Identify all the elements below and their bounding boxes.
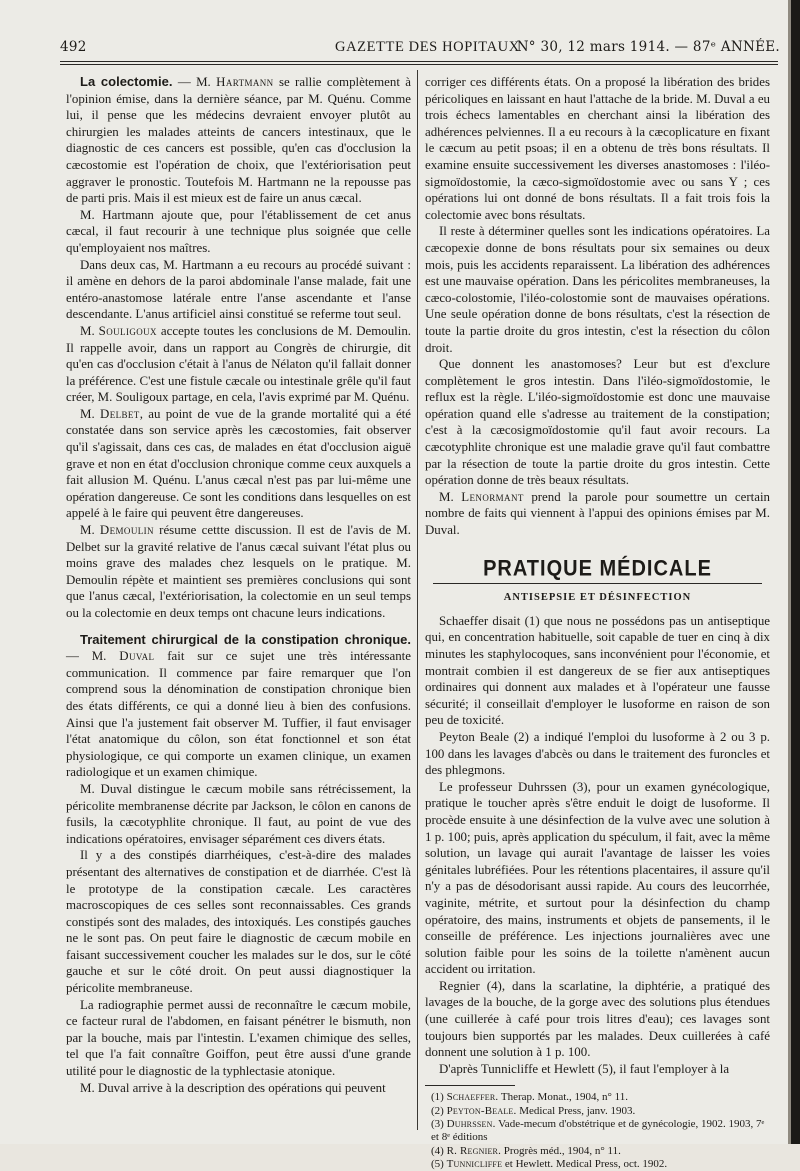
colectomie-paragraph-1: La colectomie. — M. Hartmann se rallie complètement à l'opinion émise, dans la dernière séance, par M. Quénu. Comme lui, il pense que les médecins devraient envoyer plutôt au chirurgien les malades atteints de cancers intestinaux, que le diagnostic de ces cancers est possible, qu'en cas d'occlusion la cæcostomie est l'opération de choix, que l'extériorisation peut aggraver le pronostic. Toutefois M. Hartmann ne la repousse pas de parti pris. Mais il est mieux est de faire un anus cæcal. xyxy=(66,74,411,206)
footnote-author: Peyton-Beale. xyxy=(446,1104,517,1117)
colectomie-paragraph-5: M. Delbet, au point de vue de la grande mortalité qui a été constatée dans son service après les cæcostomies, fait observer qu'il s'agissait, dans ces cas, de malades en état d'occlusion aiguë grave et non en état d'occlusion chronique comme ceux auxquels a fait allusion M. Quénu. L'anus cæcal n'est pas par lui-même une opération dangereuse. Ce sont les conditions dans lesquelles on est appelé à le faire qui peuvent être dangereuses. xyxy=(66,406,411,521)
issue-info: N° 30, 12 mars 1914. — 87ᵉ ANNÉE. xyxy=(516,39,780,55)
footnote-author: Schaeffer. xyxy=(446,1091,499,1104)
author-name: Lenormant xyxy=(461,489,524,504)
author-name: Delbet xyxy=(100,406,140,421)
constipation-paragraph-3: Il y a des constipés diarrhéiques, c'est-à-dire des malades présentant des alternatives de constipation et de diarrhée. C'est là le prototype de la constipation cæcale. Les caractères macroscopiques de ces selles sont reconnaissables. Ces grands constipés sont des malades, des intoxiqués. Les constipés gauches ne le sont pas. On peut faire le diagnostic de cæcum mobile en faisant successivement coucher les malades sur le dos, sur le côté gauche et sur le côté droit. On peut aussi diagnostiquer la péricolite membraneuse. xyxy=(66,848,411,996)
author-name: Hartmann xyxy=(216,75,274,89)
footnote-5 xyxy=(425,1158,770,1171)
colectomie-paragraph-2: M. Hartmann ajoute que, pour l'établissement de cet anus cæcal, il faut recourir à une technique plus soignée que celle qu'employaient nos maîtres. xyxy=(66,207,411,255)
constipation-paragraph-2: M. Duval distingue le cæcum mobile sans rétrécissement, la péricolite membranense décrite par Jackson, le côlon en canons de fusils, la cæcotyphlite chronique. Il faut, au point de vue des indications opératoires, envisager séparément ces divers états. xyxy=(66,781,411,846)
footnote-author: Tunnicliffe xyxy=(446,1157,503,1170)
footnote-rule xyxy=(425,1085,515,1086)
section-heading-colectomie: La colectomie. xyxy=(80,74,173,89)
antisepsie-paragraph-2: Peyton Beale (2) a indiqué l'emploi du lusoforme à 2 ou 3 p. 100 dans les lavages d'abcès ou dans le traitement des furoncles et des phlegmons. xyxy=(425,729,770,778)
footnote-number: (2) xyxy=(431,1104,447,1117)
rubric-title: PRATIQUE MÉDICALE xyxy=(483,556,712,581)
colectomie-paragraph-6: M. Demoulin résume cettte discussion. Il est de l'avis de M. Delbet sur la gravité relative de l'anus cæcal suivant l'état plus ou moins grave des malades chez lesquels on le pratique. M. Demoulin répète et maintient ses premières conclusions qui sont que l'anus cæcal, l'extériorisation, la colectomie en un seul temps ou la colectomie en deux temps ont chacune leurs indications. xyxy=(66,523,411,620)
continuation-paragraph-4: M. Lenormant prend la parole pour soumettre un certain nombre de faits qui viennent à l'appui des opinions émises par M. Duval. xyxy=(425,489,770,538)
antisepsie-paragraph-5: D'après Tunnicliffe et Hewlett (5), il faut l'employer à la xyxy=(439,1061,730,1076)
antisepsie-paragraph-1: Schaeffer disait (1) que nous ne possédons pas un antiseptique qui, en concentration habituelle, soit capable de tuer en cinq à dix minutes les staphylocoques, sans inconvénient pour l'économie, et montrait combien il est dangereux de se fier aux antiseptiques ordinaires qui donnent aux malades et à l'opérateur une fausse sécurité; il conseillait d'employer le lusoforme en raison de son peu de toxicité. xyxy=(425,613,770,728)
footnote-1 xyxy=(425,1091,770,1104)
left-column xyxy=(66,74,411,1096)
continuation-paragraph-3: Que donnent les anastomoses? Leur but est d'exclure complètement le gros intestin. Dans l'iléo-sigmoïdostomie, le reflux est la règle. L'iléo-sigmoïdostomie est donc une mauvaise opération quand elle s'adresse au traitement de la constipation; c'est à la cæcosigmoïdostomie qu'il faut avoir recours. La cæcotyphlite chronique est une maladie grave qu'il faut combattre par la résection de toute la partie droite du gros intestin. Cette opération donne de très beaux résultats. xyxy=(425,357,770,488)
footnotes xyxy=(425,1091,770,1171)
author-name: Duval xyxy=(119,649,155,664)
footnote-author: Duhrssen. xyxy=(446,1118,496,1131)
colectomie-paragraph-3: Dans deux cas, M. Hartmann a eu recours au procédé suivant : il amène en dehors de la paroi abdominale l'anse malade, fait une entéro-anastomose latérale entre l'anse ascendante et l'anse descendante. L'anus artificiel ainsi constitué se referme tout seul. xyxy=(66,257,411,322)
footnote-number: (3) xyxy=(431,1118,447,1131)
antisepsie-paragraph-3: Le professeur Duhrssen (3), pour un examen gynécologique, pratique le toucher après s'être enduit le doigt de lusoforme. Il procède ensuite à une désinfection de la vulve avec une solution à 1 p. 100; puis, après application du spéculum, il fait, avec la même solution, un lavage qui aurait l'avantage de laisser les voies génitales lubréfiées. Pour les rétentions placentaires, il assure qu'il n'y a pas de désodorisant aussi rapide. Au cours des leucorrhée, vaginite, métrite, et surtout pour la désinfection du champ opératoire, des mains, instruments et objets de pansements, il le conseille de préférence. Les injections journalières avec une solution faible pour les soins de la toilette n'amènent aucun accident ou irritation. xyxy=(425,779,770,977)
footnote-reference: Medical Press, janv. 1903. xyxy=(516,1104,636,1117)
constipation-paragraph-5: M. Duval arrive à la description des opérations qui peuvent xyxy=(80,1080,386,1095)
continuation-paragraph-1: corriger ces différents états. On a proposé la libération des brides péricoliques en laissant en haut l'attache de la bride. M. Duval a eu trois échecs lamentables en cherchant ainsi la libération des adhérences pelviennes. Il a eu recours à la cæcoplicature en fixant le cæcum au petit psoas; il en a obtenu de très bons résultats. Il examine ensuite successivement les diverses anastomoses : l'iléo-sigmoïdostomie, la cæco-sigmoïdostomie avec ou sans Y ; ces opérations lui ont donné de bons résultats. Il a fait trois fois la colectomie avec bons résultats. xyxy=(425,75,770,222)
right-column xyxy=(425,74,770,1171)
footnote-reference: Vade-mecum d'obstétrique et de gynécologie, 1902. 1903, 7ᵉ et 8ᵉ éditions xyxy=(431,1118,765,1144)
footnote-number: (1) xyxy=(431,1091,447,1104)
footnote-author: R. Regnier. xyxy=(446,1144,502,1157)
footnote-2 xyxy=(425,1105,770,1118)
footnote-3 xyxy=(425,1118,770,1145)
constipation-paragraph-4: La radiographie permet aussi de reconnaître le cæcum mobile, ce facteur rural de l'abdomen, en faisant pénétrer le bismuth, non par la bouche, mais par l'intestin. L'examen chimique des selles, tel que l'a fait connaître Goiffon, peut être aussi d'une grande utilité pour le diagnostic de la typhlectasie atonique. xyxy=(66,997,411,1079)
author-name: Souligoux xyxy=(98,323,157,338)
column-divider xyxy=(417,70,418,1130)
footnote-reference: Progrès méd., 1904, n° 11. xyxy=(501,1144,621,1157)
constipation-paragraph-1: Traitement chirurgical de la constipation chronique. — M. Duval fait sur ce sujet une très intéressante communication. Il commence par faire remarquer que l'on comprend sous la dénomination de constipation chronique bien des états différents, ce qui a donné lieu à bien des confusions. Ainsi que l'a justement fait observer M. Tuffier, il faut envisager l'état anatomique du côlon, son état fonctionnel et son état physiologique, ce qui comporte un examen clinique, un examen radiologique et un examen chimique. xyxy=(66,631,411,780)
header-rule-bottom xyxy=(60,64,778,65)
binding-edge xyxy=(791,0,800,1144)
footnote-number: (4) xyxy=(431,1144,447,1157)
page-number: 492 xyxy=(60,39,87,55)
footnote-number: (5) xyxy=(431,1157,447,1170)
antisepsie-paragraph-4: Regnier (4), dans la scarlatine, la diphtérie, a pratiqué des lavages de la bouche, de la gorge avec des solutions plus étendues (une cuillerée à café pour trois litres d'eau); ces lavages sont toujours bien supportés par les malades. Deux cuillerées à café donnent une solution à 1 p. 100. xyxy=(425,978,770,1060)
author-name: Demoulin xyxy=(99,523,154,538)
footnote-reference: et Hewlett. Medical Press, oct. 1902. xyxy=(502,1157,668,1170)
continuation-paragraph-2: Il reste à déterminer quelles sont les indications opératoires. La cæcopexie donne de bons résultats pour six semaines ou deux mois, puis les accidents reparaissent. La libération des adhérences est une mauvaise opération. Dans les péricolites membraneuses, la cæco-colostomie, l'iléo-colostomie sont de mauvaises opérations. Une seule opération donne de bons résultats, c'est la résection de toute la partie droite du gros intestin, c'est la résection du côlon droit. xyxy=(425,224,770,355)
journal-title: GAZETTE DES HOPITAUX xyxy=(335,39,520,55)
footnote-4 xyxy=(425,1145,770,1158)
footnote-reference: Therap. Monat., 1904, n° 11. xyxy=(498,1091,629,1104)
section-heading-constipation: Traitement chirurgical de la constipation chronique. xyxy=(80,631,411,647)
subsection-heading: ANTISEPSIE ET DÉSINFECTION xyxy=(503,592,692,604)
running-header xyxy=(60,35,780,59)
header-rule-top xyxy=(60,61,778,62)
colectomie-paragraph-4: M. Souligoux accepte toutes les conclusions de M. Demoulin. Il rappelle avoir, dans un rapport au Congrès de chirurgie, dit qu'en cas d'occlusion c'était à l'anus de Nélaton qu'il fallait donner la préférence. C'est une fistule cæcale ou intestinale grêle qu'il faut créer, M. Souligoux partage, en cela, l'avis exprimé par M. Quénu. xyxy=(66,323,411,405)
rubric-rule xyxy=(433,583,762,584)
